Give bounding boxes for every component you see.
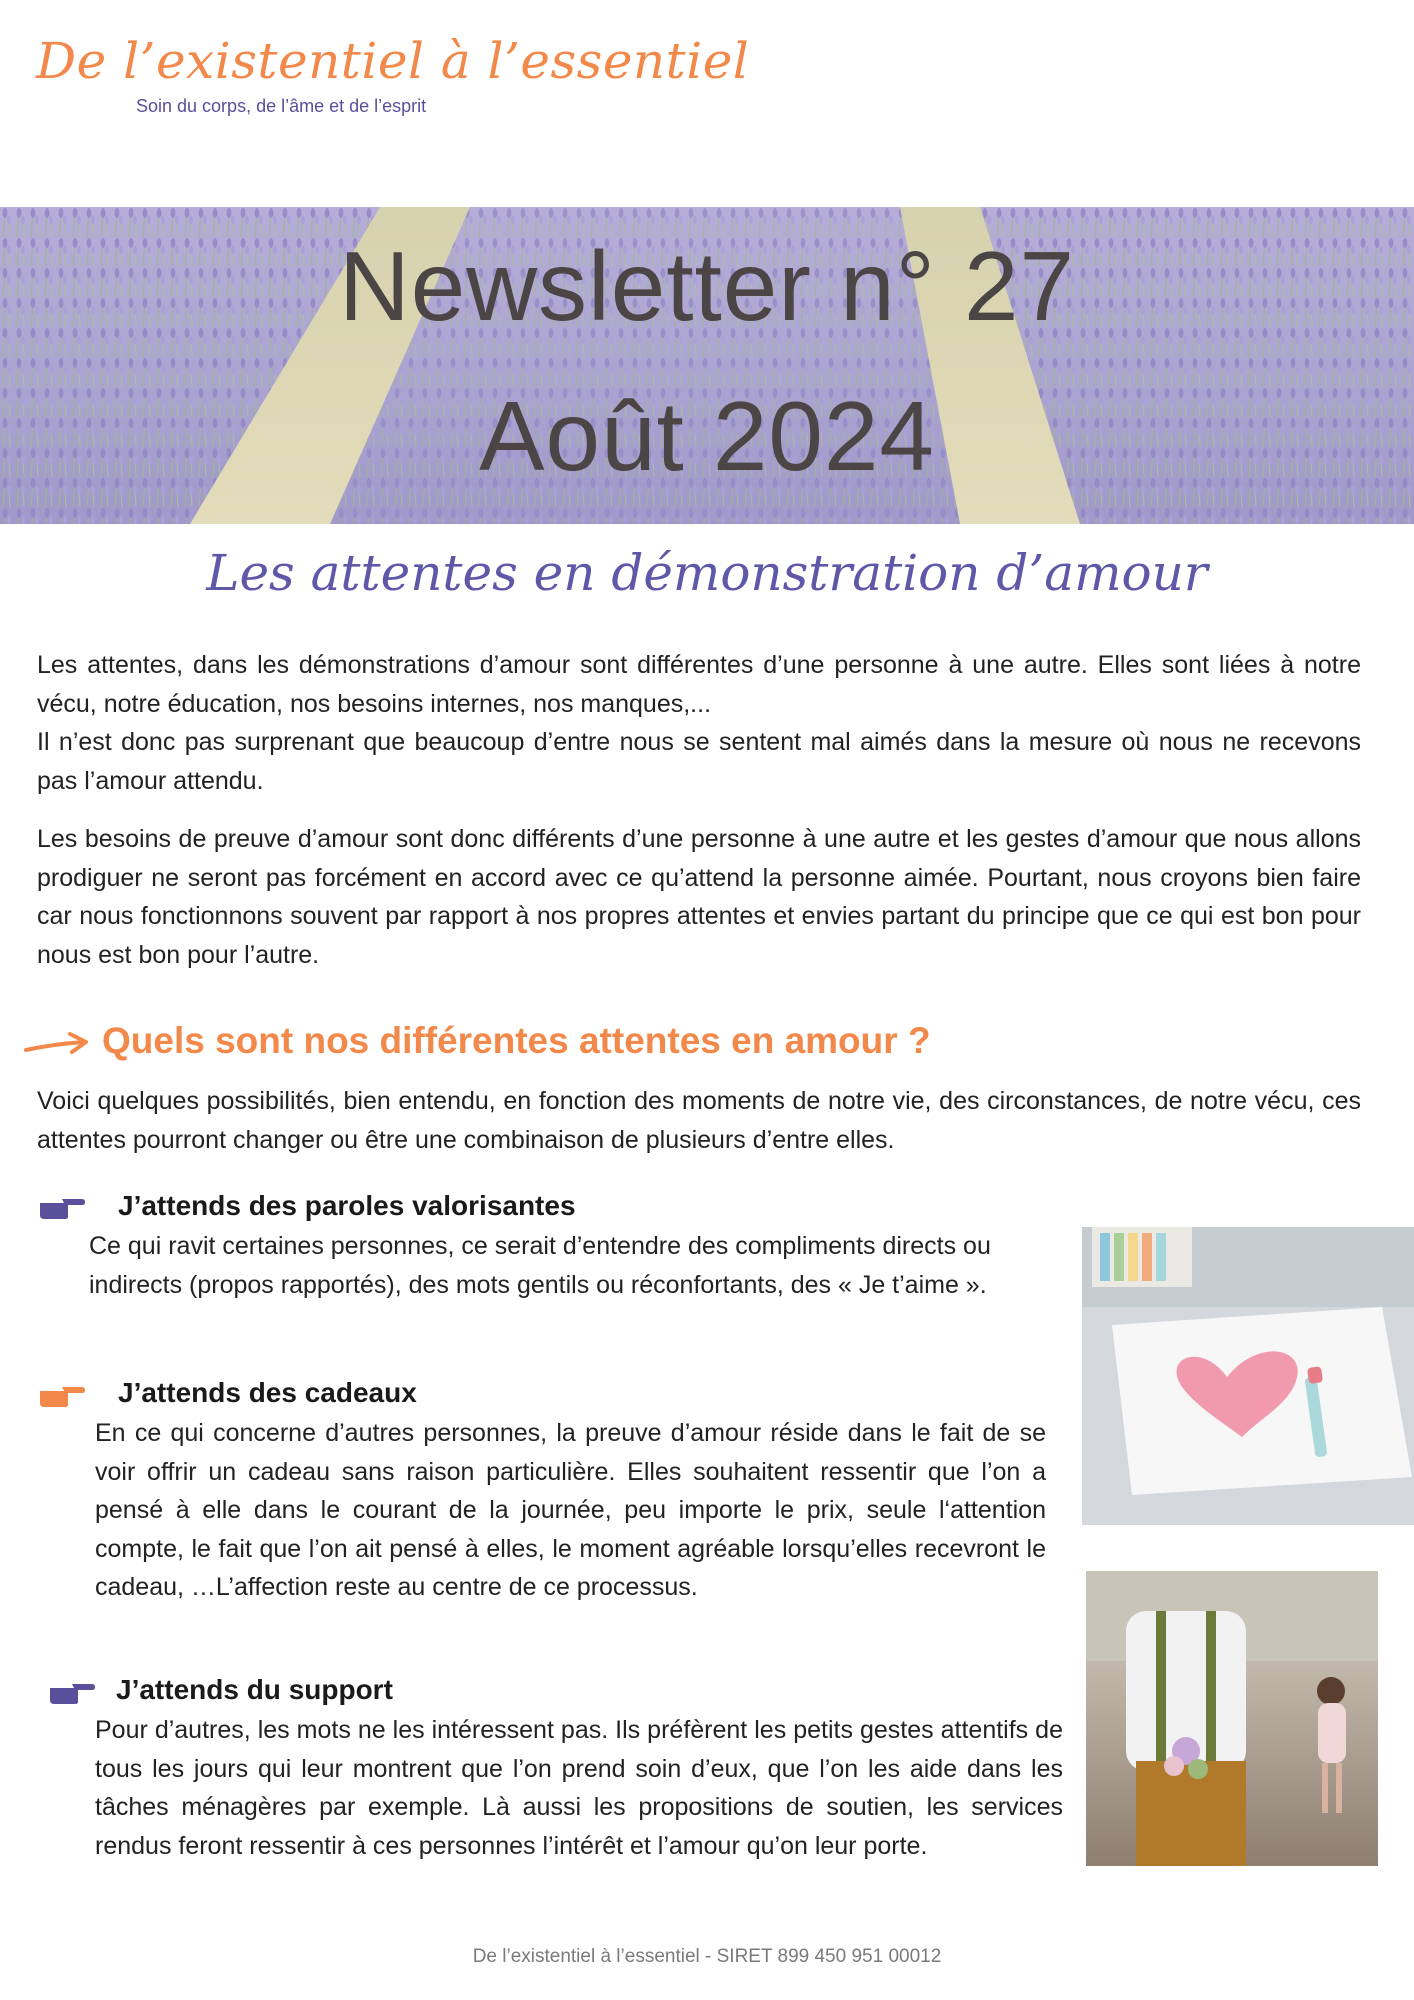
item-1-body: Ce qui ravit certaines personnes, ce serait d’entendre des compliments directs ou indirects (propos rapportés), des mots gentils ou réconfortants, des « Je t’aime ». xyxy=(89,1232,991,1299)
footer: De l’existentiel à l’essentiel - SIRET 899 450 951 00012 xyxy=(472,1946,942,1967)
pointing-hand-icon xyxy=(38,1195,86,1221)
section-intro: Voici quelques possibilités, bien entendu, en fonction des moments de notre vie, des circonstances, de notre vécu, ces attentes pourront changer ou être une combinaison de plusieurs d’entre elles. xyxy=(37,1087,1361,1154)
paragraph-1-text: Les attentes, dans les démonstrations d’amour sont différentes d’une personne à une autre. Elles sont liées à notre vécu, notre éducation, nos besoins internes, nos manques,... xyxy=(37,651,1361,718)
item-1-heading: J’attends des paroles valorisantes xyxy=(118,1190,576,1221)
paragraph-2-text: Il n’est donc pas surprenant que beaucoup d’entre nous se sentent mal aimés dans la mesure où nous ne recevons pas l’amour attendu. xyxy=(37,728,1361,795)
section-heading: Quels sont nos différentes attentes en amour ? xyxy=(102,1020,931,1061)
pointing-hand-icon xyxy=(38,1383,86,1409)
item-2-heading: J’attends des cadeaux xyxy=(118,1377,417,1408)
arrow-right-icon xyxy=(24,1030,94,1060)
brand-subtitle: Soin du corps, de l’âme et de l’esprit xyxy=(136,96,427,116)
newsletter-number: Newsletter n° 27 xyxy=(338,231,1076,341)
newsletter-date: Août 2024 xyxy=(479,381,935,491)
heart-drawing-photo xyxy=(1082,1227,1414,1525)
pointing-hand-icon xyxy=(48,1680,96,1706)
item-3-body: Pour d’autres, les mots ne les intéressent pas. Ils préfèrent les petits gestes attentifs de tous les jours qui leur montrent que l’on prend soin d’eux, que l’on les aide dans les tâches ménagères par exemple. Là aussi les propositions de soutien, les services rendus feront ressentir à ces personnes l’intérêt et l’amour qu’on leur porte. xyxy=(95,1716,1063,1860)
item-3-heading: J’attends du support xyxy=(116,1674,393,1705)
paragraph-1 xyxy=(37,646,1361,800)
item-2-body: En ce qui concerne d’autres personnes, la preuve d’amour réside dans le fait de se voir offrir un cadeau sans raison particulière. Elles souhaitent ressentir que l’on a pensé à elle dans le courant de la journée, peu importe le prix, seule l‘attention compte, le fait que l’on ait pensé à elles, le moment agréable lorsqu’elles recevront le cadeau, …L’affection reste au centre de ce processus. xyxy=(95,1419,1046,1601)
article-title: Les attentes en démonstration d’amour xyxy=(206,544,1208,602)
couple-flowers-photo xyxy=(1086,1571,1378,1866)
brand-title: De l’existentiel à l’essentiel xyxy=(36,32,750,90)
paragraph-3: Les besoins de preuve d’amour sont donc différents d’une personne à une autre et les gestes d’amour que nous allons prodiguer ne seront pas forcément en accord avec ce qu’attend la personne aimée. Pourtant, nous croyons bien faire car nous fonctionnons souvent par rapport à nos propres attentes et envies partant du principe que ce qui est bon pour nous est bon pour l’autre. xyxy=(37,825,1361,969)
